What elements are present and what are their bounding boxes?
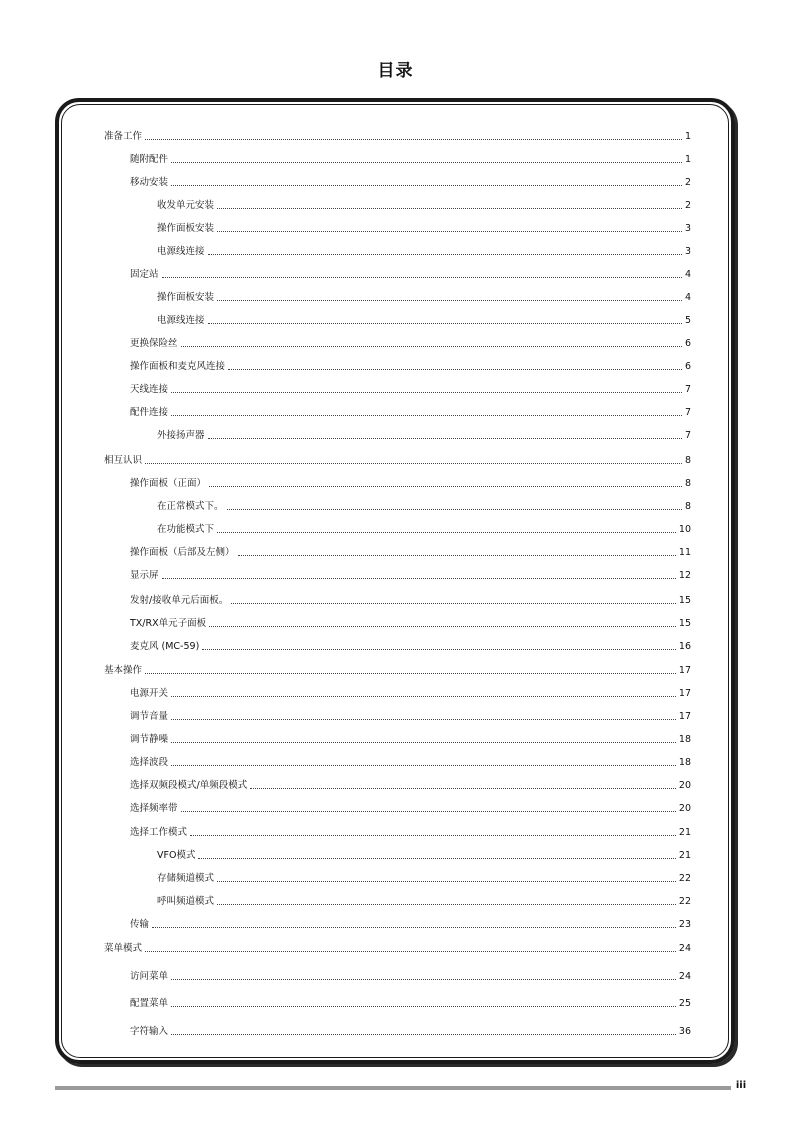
toc-entry-label: 收发单元安装 [157,200,215,211]
toc-entry-label: 菜单模式 [104,943,143,954]
toc-entry[interactable] [130,825,691,839]
toc-entry[interactable] [130,545,691,559]
toc-entry-label: 调节音量 [130,711,169,722]
toc-entry[interactable] [104,453,691,467]
toc-entry-page-number: 6 [684,361,691,372]
toc-entry-label: VFO模式 [157,850,196,861]
toc-entry[interactable] [130,801,691,815]
toc-entry[interactable] [130,755,691,769]
page-number: iii [735,1080,747,1091]
dot-leader [217,208,682,209]
dot-leader [231,603,676,604]
toc-entry-page-number: 15 [678,595,691,606]
toc-entry-page-number: 10 [678,524,691,535]
toc-entry[interactable] [157,290,691,304]
dot-leader [208,254,682,255]
page-title: 目录 [377,61,414,81]
toc-entry[interactable] [130,969,691,983]
toc-entry[interactable] [157,244,691,258]
toc-entry-page-number: 7 [684,430,691,441]
toc-entry-label: 操作面板（后部及左侧） [130,547,235,558]
dot-leader [171,765,676,766]
dot-leader [208,323,682,324]
toc-entry-label: 随附配件 [130,154,169,165]
toc-entry[interactable] [130,593,691,607]
toc-entry[interactable] [130,1024,691,1038]
toc-entry-label: 固定站 [130,269,159,280]
toc-entry[interactable] [130,476,691,490]
dot-leader [171,392,682,393]
toc-entry-page-number: 4 [684,269,691,280]
toc-entry-label: 移动安装 [130,177,169,188]
toc-entry[interactable] [130,616,691,630]
toc-entry-page-number: 22 [678,896,691,907]
toc-entry-label: 操作面板安装 [157,223,215,234]
dot-leader [209,626,676,627]
dot-leader [217,532,676,533]
dot-leader [152,927,676,928]
toc-entry-page-number: 22 [678,873,691,884]
toc-entry-label: 调节静噪 [130,734,169,745]
dot-leader [171,979,676,980]
toc-entry[interactable] [157,894,691,908]
toc-entry-label: 显示屏 [130,570,159,581]
toc-entry-page-number: 18 [678,757,691,768]
dot-leader [145,673,676,674]
dot-leader [181,346,682,347]
dot-leader [202,649,676,650]
dot-leader [217,231,682,232]
toc-entry-page-number: 18 [678,734,691,745]
dot-leader [228,369,682,370]
toc-entry[interactable] [130,152,691,166]
toc-entry[interactable] [130,732,691,746]
toc-entry-label: 更换保险丝 [130,338,178,349]
toc-entry-page-number: 4 [684,292,691,303]
toc-entry-label: 配件连接 [130,407,169,418]
toc-entry-page-number: 8 [684,478,691,489]
toc-entry-page-number: 2 [684,200,691,211]
toc-entry-page-number: 17 [678,688,691,699]
toc-entry-label: 外接扬声器 [157,430,205,441]
dot-leader [217,300,682,301]
dot-leader [171,185,682,186]
toc-entry-label: TX/RX单元子面板 [130,618,207,629]
toc-entry-page-number: 15 [678,618,691,629]
toc-entry[interactable] [130,917,691,931]
toc-entry-page-number: 7 [684,384,691,395]
dot-leader [145,139,682,140]
toc-entry-label: 选择波段 [130,757,169,768]
toc-entry[interactable] [157,221,691,235]
toc-entry-label: 选择频率带 [130,803,178,814]
toc-entry-page-number: 23 [678,919,691,930]
dot-leader [171,1006,676,1007]
toc-entry[interactable] [104,129,691,143]
dot-leader [217,904,676,905]
toc-entry-label: 在正常模式下。 [157,501,224,512]
toc-entry-page-number: 20 [678,780,691,791]
toc-entry-page-number: 11 [678,547,691,558]
toc-entry[interactable] [130,405,691,419]
toc-entry-label: 麦克风 (MC-59) [130,641,200,652]
toc-entry[interactable] [130,336,691,350]
toc-entry-label: 在功能模式下 [157,524,215,535]
toc-entry-label: 电源线连接 [157,246,205,257]
toc-entry-label: 访问菜单 [130,971,169,982]
toc-entry-page-number: 3 [684,246,691,257]
toc-entry-page-number: 12 [678,570,691,581]
toc-entry-page-number: 3 [684,223,691,234]
toc-entry-page-number: 17 [678,711,691,722]
dot-leader [227,509,682,510]
toc-entry[interactable] [157,313,691,327]
toc-entry[interactable] [157,198,691,212]
dot-leader [162,277,682,278]
dot-leader [217,881,676,882]
toc-entry-label: 电源开关 [130,688,169,699]
toc-entry[interactable] [130,568,691,582]
dot-leader [145,463,682,464]
toc-entry[interactable] [130,267,691,281]
dot-leader [190,835,676,836]
toc-entry[interactable] [157,499,691,513]
dot-leader [171,415,682,416]
toc-entry-page-number: 24 [678,971,691,982]
toc-entry[interactable] [130,778,691,792]
toc-entry-page-number: 6 [684,338,691,349]
toc-entry-label: 字符输入 [130,1026,169,1037]
dot-leader [238,555,676,556]
dot-leader [171,742,676,743]
toc-entry[interactable] [130,175,691,189]
dot-leader [208,438,682,439]
toc-entry-page-number: 1 [684,154,691,165]
toc-entry-page-number: 20 [678,803,691,814]
dot-leader [145,951,676,952]
dot-leader [171,719,676,720]
toc-entry-page-number: 16 [678,641,691,652]
toc-entry-page-number: 21 [678,827,691,838]
toc-entry-label: 呼叫频道模式 [157,896,215,907]
toc-entry-page-number: 5 [684,315,691,326]
dot-leader [209,486,682,487]
toc-entry-label: 电源线连接 [157,315,205,326]
toc-entry-label: 传输 [130,919,150,930]
toc-entry[interactable] [130,639,691,653]
toc-entry-label: 基本操作 [104,665,143,676]
dot-leader [171,162,682,163]
dot-leader [250,788,676,789]
toc-entry-label: 存储频道模式 [157,873,215,884]
toc-entry-label: 天线连接 [130,384,169,395]
toc-entry-page-number: 7 [684,407,691,418]
dot-leader [171,1034,676,1035]
toc-entry[interactable] [157,428,691,442]
toc-entry[interactable] [130,709,691,723]
dot-leader [198,858,675,859]
toc-entry-label: 准备工作 [104,131,143,142]
toc-entry-page-number: 36 [678,1026,691,1037]
toc-entry[interactable] [157,871,691,885]
toc-entry[interactable] [104,663,691,677]
toc-entry-page-number: 17 [678,665,691,676]
toc-entry-label: 选择双频段模式/单频段模式 [130,780,248,791]
toc-entry-label: 发射/接收单元后面板。 [130,595,229,606]
toc-entry-page-number: 25 [678,998,691,1009]
dot-leader [181,811,676,812]
toc-entry-page-number: 1 [684,131,691,142]
toc-entry-label: 操作面板安装 [157,292,215,303]
toc-entry[interactable] [130,996,691,1010]
toc-entry[interactable] [157,522,691,536]
toc-entry[interactable] [130,686,691,700]
toc-entry[interactable] [130,382,691,396]
toc-entry-label: 配置菜单 [130,998,169,1009]
toc-entry[interactable] [157,848,691,862]
toc-entry-page-number: 8 [684,501,691,512]
toc-entry-label: 操作面板和麦克风连接 [130,361,226,372]
toc-entry-label: 相互认识 [104,455,143,466]
toc-entry-page-number: 2 [684,177,691,188]
toc-entry[interactable] [104,941,691,955]
toc-entry-page-number: 24 [678,943,691,954]
toc-entry[interactable] [130,359,691,373]
toc-entry-label: 操作面板（正面） [130,478,207,489]
dot-leader [162,578,676,579]
dot-leader [171,696,676,697]
toc-entry-page-number: 8 [684,455,691,466]
toc-entry-page-number: 21 [678,850,691,861]
footer-rule [55,1086,731,1090]
toc-entry-label: 选择工作模式 [130,827,188,838]
